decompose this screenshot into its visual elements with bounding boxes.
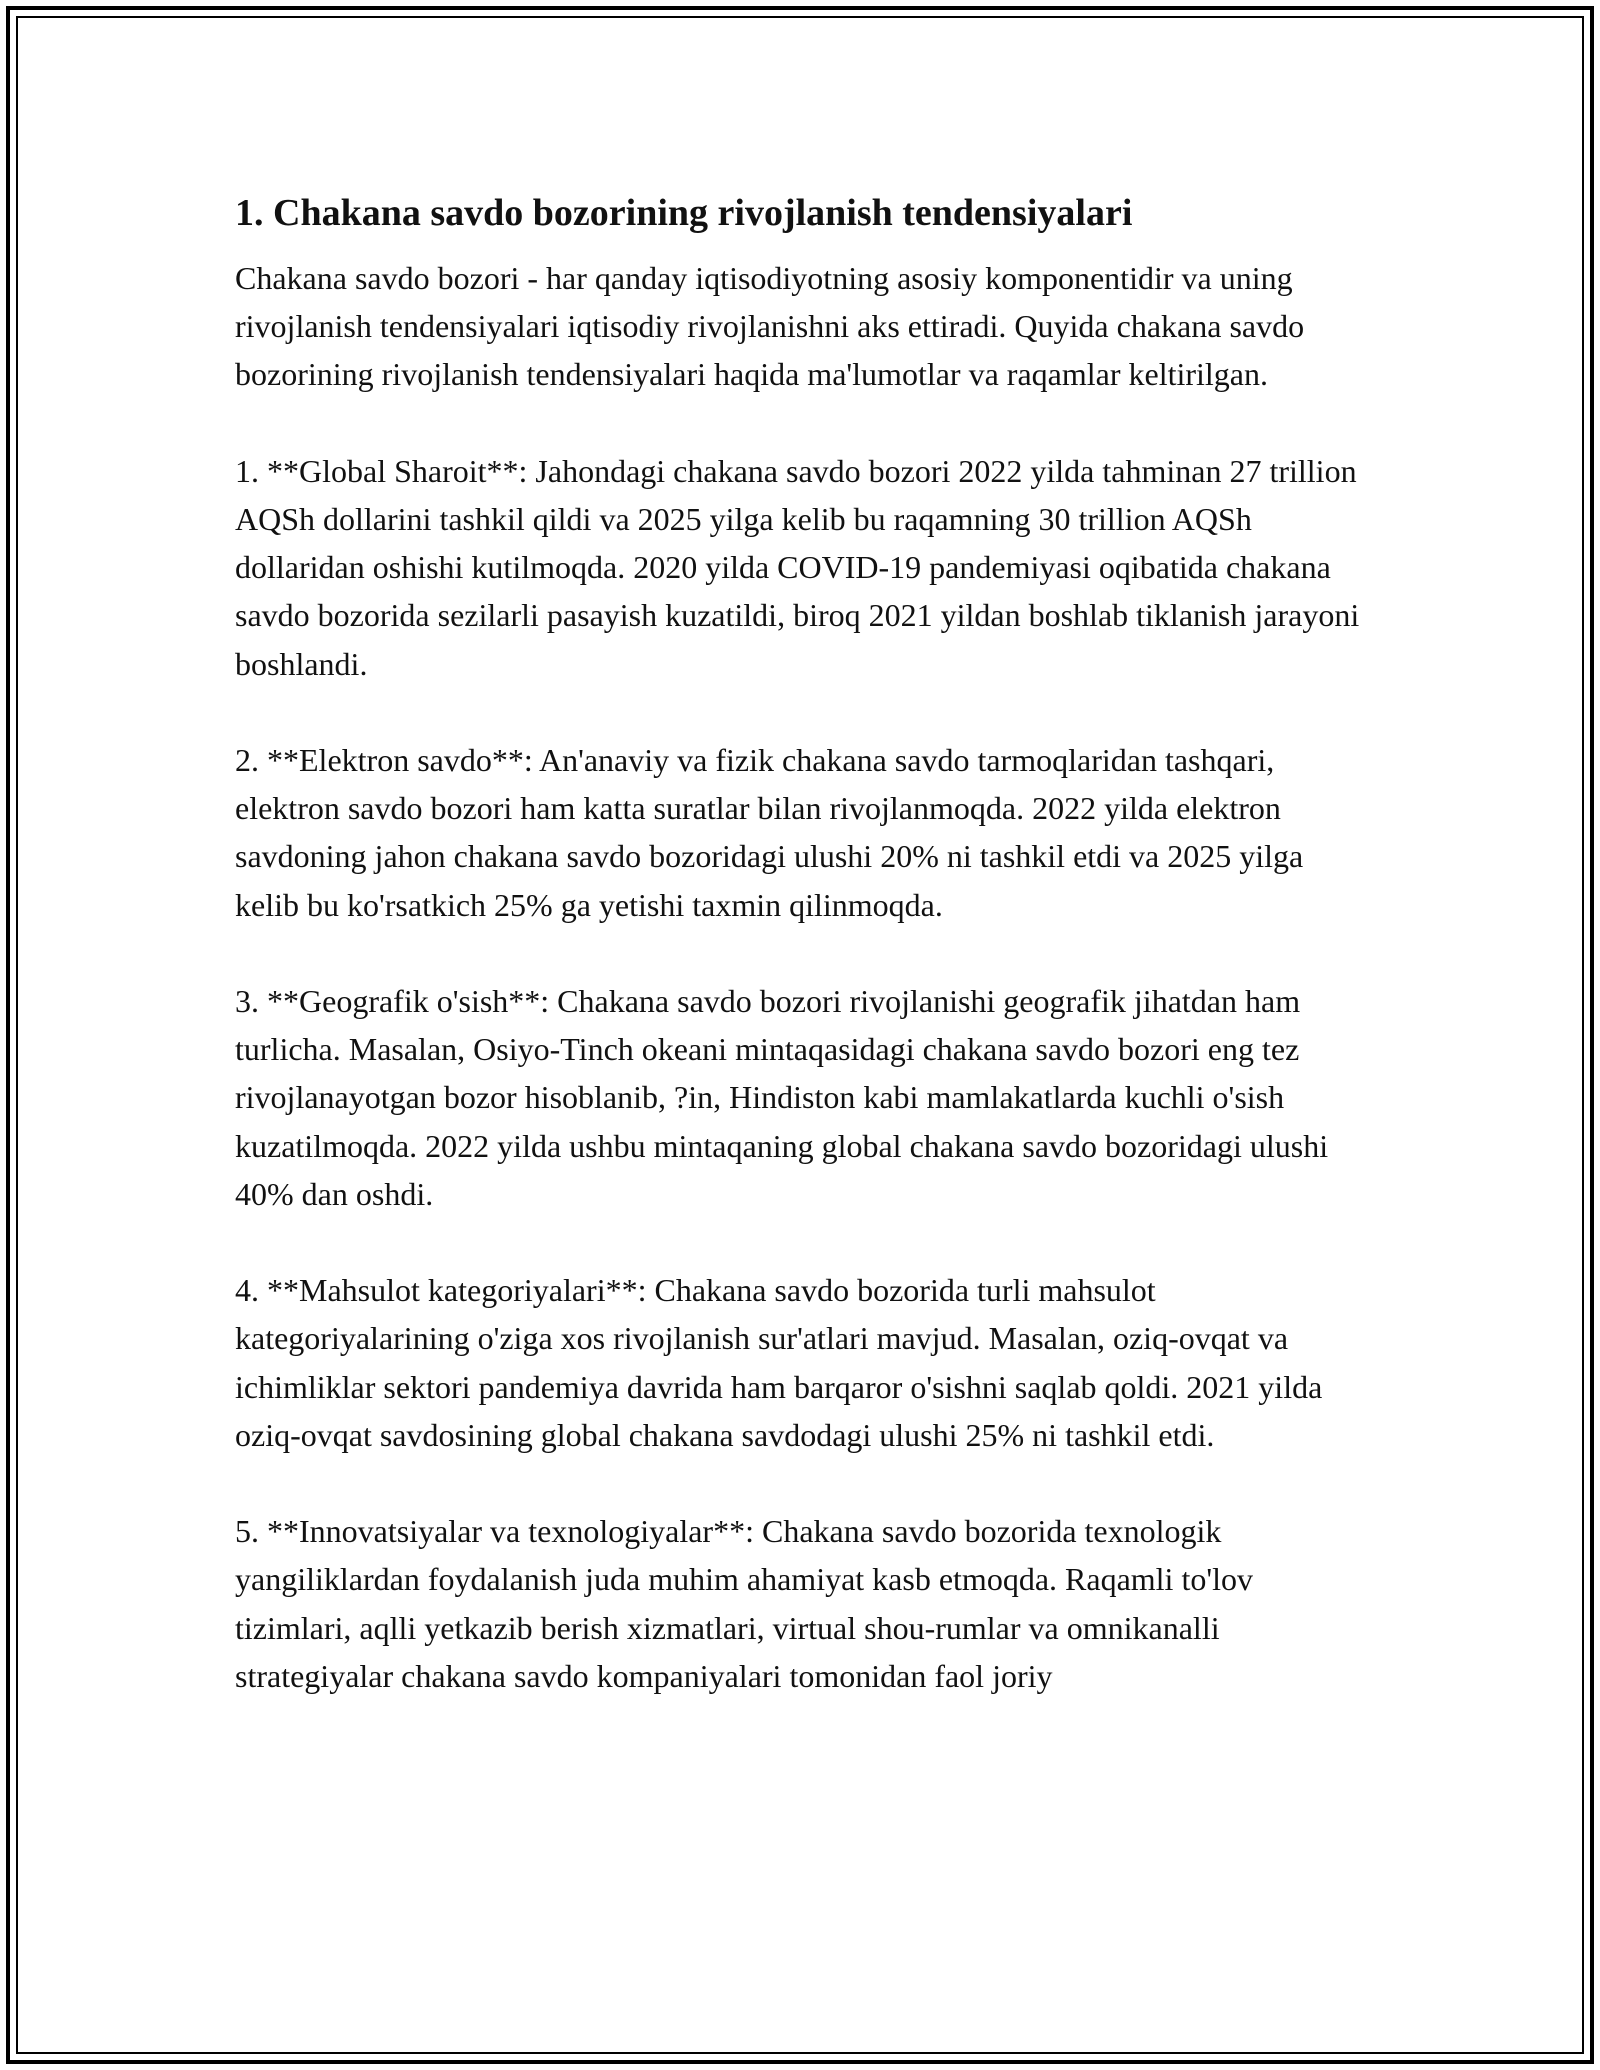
intro-paragraph: Chakana savdo bozori - har qanday iqtisodiyotning asosiy komponentidir va uning rivojlanish tendensiyalari iqtisodiy rivojlanishni aks ettiradi. Quyida chakana savdo bozorining rivojlanish tendensiyalari haqida ma'lumotlar va raqamlar keltirilgan. (235, 260, 1305, 393)
paragraph-innovatsiyalar: 5. **Innovatsiyalar va texnologiyalar**: Chakana savdo bozorida texnologik yangiliklardan foydalanish juda muhim ahamiyat kasb etmoqda. Raqamli to'lov tizimlari, aqlli yetkazib berish xizmatlari, virtual shou-rumlar va omnikanalli strategiyalar chakana savdo kompaniyalari tomonidan faol joriy (235, 1513, 1253, 1694)
paragraph-geografik-osish: 3. **Geografik o'sish**: Chakana savdo bozori rivojlanishi geografik jihatdan ham turlicha. Masalan, Osiyo-Tinch okeani mintaqasidagi chakana savdo bozori eng tez rivojlanayotgan bozor hisoblanib, ?in, Hindiston kabi mamlakatlarda kuchli o'sish kuzatilmoqda. 2022 yilda ushbu mintaqaning global chakana savdo bozoridagi ulushi 40% dan oshdi. (235, 983, 1329, 1212)
document-body (235, 186, 1375, 1748)
paragraph-mahsulot-kategoriyalari: 4. **Mahsulot kategoriyalari**: Chakana savdo bozorida turli mahsulot kategoriyalarining o'ziga xos rivojlanish sur'atlari mavjud. Masalan, oziq-ovqat va ichimliklar sektori pandemiya davrida ham barqaror o'sishni saqlab qoldi. 2021 yilda oziq-ovqat savdosining global chakana savdodagi ulushi 25% ni tashkil etdi. (235, 1272, 1323, 1453)
paragraph-elektron-savdo: 2. **Elektron savdo**: An'anaviy va fizik chakana savdo tarmoqlaridan tashqari, elektron savdo bozori ham katta suratlar bilan rivojlanmoqda. 2022 yilda elektron savdoning jahon chakana savdo bozoridagi ulushi 20% ni tashkil etdi va 2025 yilga kelib bu ko'rsatkich 25% ga yetishi taxmin qilinmoqda. (235, 742, 1304, 923)
paragraph-global-sharoit: 1. **Global Sharoit**: Jahondagi chakana savdo bozori 2022 yilda tahminan 27 trillion AQSh dollarini tashkil qildi va 2025 yilga kelib bu raqamning 30 trillion AQSh dollaridan oshishi kutilmoqda. 2020 yilda COVID-19 pandemiyasi oqibatida chakana savdo bozorida sezilarli pasayish kuzatildi, biroq 2021 yildan boshlab tiklanish jarayoni boshlandi. (235, 452, 1360, 682)
document-title: 1. Chakana savdo bozorining rivojlanish tendensiyalari (235, 192, 1133, 234)
